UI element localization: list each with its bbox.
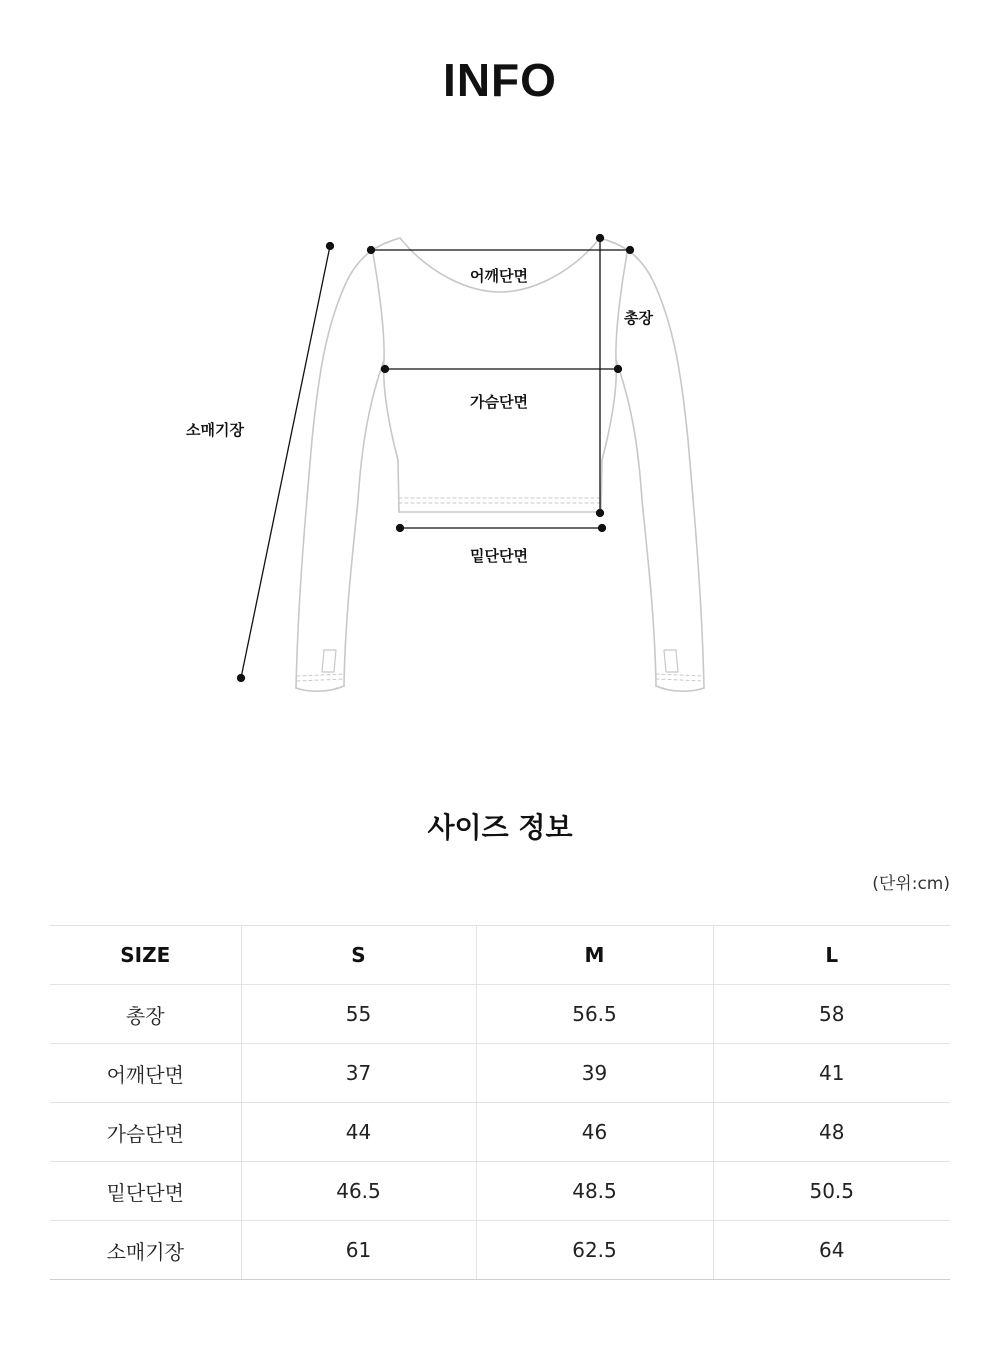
measurement-lines bbox=[238, 235, 634, 682]
garment-outline bbox=[296, 238, 704, 691]
table-row bbox=[50, 985, 950, 1044]
hem-measure-start bbox=[397, 525, 404, 532]
table-cell: 46.5 bbox=[241, 1162, 476, 1221]
hem-label: 밑단단면 bbox=[470, 547, 528, 565]
table-cell: 50.5 bbox=[713, 1162, 950, 1221]
table-row bbox=[50, 1162, 950, 1221]
table-cell: 48.5 bbox=[476, 1162, 713, 1221]
sleeve-measure-end bbox=[238, 675, 245, 682]
chest-label: 가슴단면 bbox=[470, 393, 528, 411]
table-cell: 62.5 bbox=[476, 1221, 713, 1280]
right-cuff-stitch-2 bbox=[656, 679, 703, 681]
header-cell-l: L bbox=[713, 926, 950, 985]
left-sleeve-inner bbox=[344, 360, 384, 686]
header-cell-s: S bbox=[241, 926, 476, 985]
table-cell: 37 bbox=[241, 1044, 476, 1103]
shoulder-measure-start bbox=[368, 247, 375, 254]
length-measure-start bbox=[597, 235, 604, 242]
left-cuff-stitch-2 bbox=[297, 679, 344, 681]
row-label: 총장 bbox=[50, 985, 241, 1044]
table-cell: 58 bbox=[713, 985, 950, 1044]
table-cell: 41 bbox=[713, 1044, 950, 1103]
table-cell: 56.5 bbox=[476, 985, 713, 1044]
row-label: 가슴단면 bbox=[50, 1103, 241, 1162]
table-row bbox=[50, 1103, 950, 1162]
hem-measure-end bbox=[599, 525, 606, 532]
left-cuff bbox=[296, 686, 344, 691]
table-row bbox=[50, 1221, 950, 1280]
shoulder-measure-end bbox=[627, 247, 634, 254]
page-title: INFO bbox=[443, 54, 557, 106]
body-right-side bbox=[601, 248, 628, 512]
table-cell: 46 bbox=[476, 1103, 713, 1162]
table-cell: 39 bbox=[476, 1044, 713, 1103]
right-cuff-stitch bbox=[656, 674, 703, 676]
length-measure-end bbox=[597, 510, 604, 517]
header-cell-size: SIZE bbox=[50, 926, 241, 985]
row-label: 소매기장 bbox=[50, 1221, 241, 1280]
size-info-title: 사이즈 정보 bbox=[427, 811, 573, 844]
table-cell: 48 bbox=[713, 1103, 950, 1162]
unit-note: (단위:cm) bbox=[872, 874, 950, 894]
table-cell: 55 bbox=[241, 985, 476, 1044]
shoulder-label: 어깨단면 bbox=[470, 267, 528, 285]
sleeve-measure-start bbox=[327, 243, 334, 250]
row-label: 어깨단면 bbox=[50, 1044, 241, 1103]
total-length-label: 총장 bbox=[624, 309, 653, 327]
body-left-side bbox=[372, 248, 399, 512]
table-cell: 64 bbox=[713, 1221, 950, 1280]
table-cell: 44 bbox=[241, 1103, 476, 1162]
right-cuff bbox=[656, 686, 704, 691]
right-sleeve-inner bbox=[616, 360, 656, 686]
size-table bbox=[50, 925, 950, 1280]
left-sleeve-outer bbox=[296, 238, 400, 688]
left-thumb-hole bbox=[322, 650, 336, 672]
table-cell: 61 bbox=[241, 1221, 476, 1280]
table-row bbox=[50, 1044, 950, 1103]
table-header-row bbox=[50, 926, 950, 985]
sleeve-measure-line bbox=[241, 246, 330, 678]
chest-measure-start bbox=[382, 366, 389, 373]
sleeve-label: 소매기장 bbox=[186, 421, 244, 439]
right-thumb-hole bbox=[664, 650, 678, 672]
row-label: 밑단단면 bbox=[50, 1162, 241, 1221]
right-sleeve-outer bbox=[600, 238, 704, 688]
header-cell-m: M bbox=[476, 926, 713, 985]
left-cuff-stitch bbox=[297, 674, 344, 676]
chest-measure-end bbox=[615, 366, 622, 373]
